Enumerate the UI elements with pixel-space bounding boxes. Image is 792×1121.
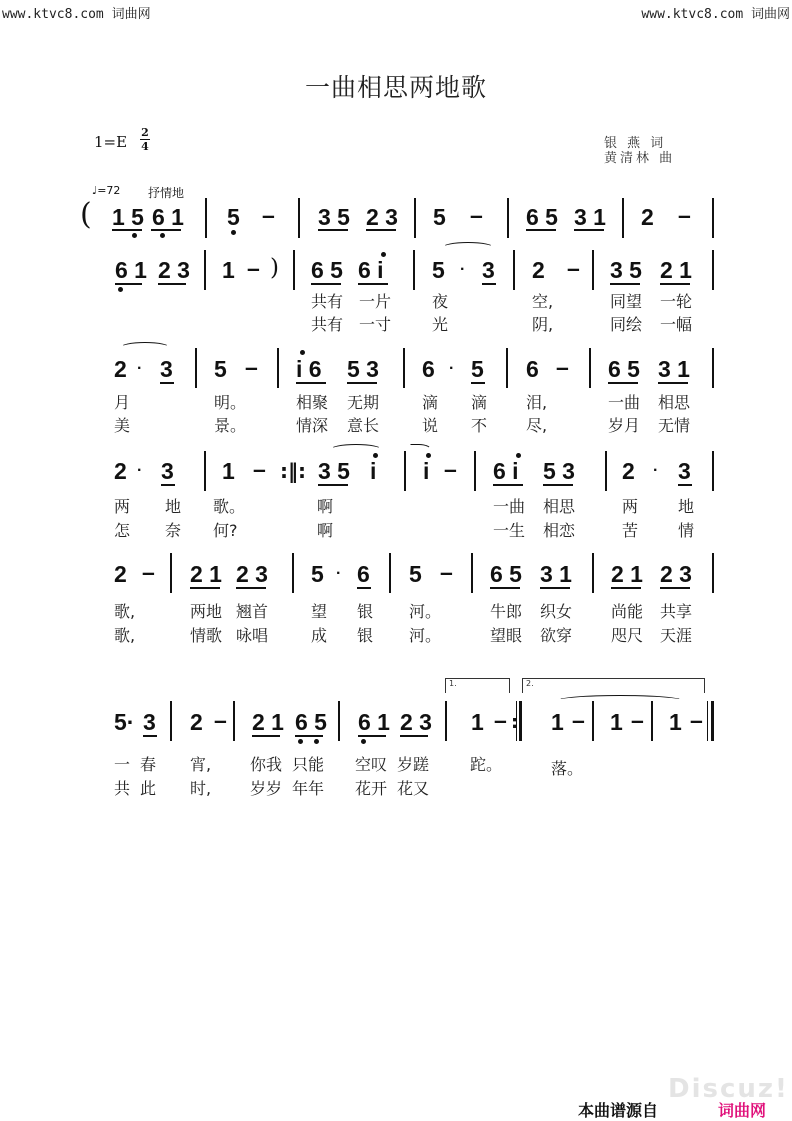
lyric: 一片 bbox=[359, 292, 392, 311]
lyric: 天涯 bbox=[660, 626, 693, 645]
lyric: 情 bbox=[678, 521, 695, 540]
dash: – bbox=[245, 354, 258, 380]
lyric: 望眼 bbox=[490, 626, 523, 645]
underline bbox=[358, 735, 386, 737]
note-group: 6 5 bbox=[526, 204, 558, 230]
slur bbox=[442, 242, 494, 253]
note-group: i 6 bbox=[296, 356, 322, 382]
low-dot bbox=[160, 233, 165, 238]
dash: – bbox=[556, 354, 569, 380]
dash: – bbox=[631, 707, 644, 733]
lyricist: 银 燕 词 bbox=[604, 136, 667, 151]
barline bbox=[170, 701, 172, 741]
underline bbox=[358, 283, 388, 285]
lyric: 同望 bbox=[610, 292, 643, 311]
note-group: 2 1 bbox=[190, 561, 222, 587]
barline bbox=[516, 701, 517, 741]
lyric: 河。 bbox=[409, 602, 442, 621]
tie bbox=[557, 695, 683, 706]
lyric: 只能 bbox=[292, 755, 325, 774]
lyric: 咏唱 bbox=[236, 626, 269, 645]
underline bbox=[112, 229, 142, 231]
lyric: 望 bbox=[311, 602, 328, 621]
underline bbox=[678, 484, 692, 486]
barline bbox=[592, 250, 594, 290]
barline bbox=[298, 198, 300, 238]
lyric: 成 bbox=[311, 626, 328, 645]
underline bbox=[318, 229, 348, 231]
time-signature bbox=[140, 127, 150, 152]
note-group: 2 1 bbox=[252, 709, 284, 735]
note: 3 bbox=[678, 458, 691, 484]
barline bbox=[622, 198, 624, 238]
underline bbox=[482, 283, 496, 285]
underline bbox=[357, 587, 371, 589]
note-group: 2 3 bbox=[236, 561, 268, 587]
note: 2 bbox=[190, 709, 203, 735]
lyric: 歌, bbox=[114, 626, 136, 645]
barline bbox=[592, 553, 594, 593]
repeat-sign: :‖: bbox=[280, 459, 306, 483]
underline bbox=[658, 382, 688, 384]
time-sig-top: 2 bbox=[141, 126, 149, 139]
dash: – bbox=[253, 456, 266, 482]
underline bbox=[608, 382, 638, 384]
underline bbox=[400, 735, 428, 737]
open-paren: ( bbox=[80, 197, 92, 232]
note-group: 3 1 bbox=[574, 204, 606, 230]
underline bbox=[143, 735, 157, 737]
lyric: 地 bbox=[678, 497, 695, 516]
barline bbox=[445, 701, 447, 741]
barline bbox=[712, 451, 714, 491]
lyric: 说 bbox=[422, 416, 439, 435]
underline bbox=[366, 229, 396, 231]
lyric: 一寸 bbox=[359, 315, 392, 334]
barline bbox=[277, 348, 279, 388]
lyric: 共有 bbox=[311, 315, 344, 334]
note: 1 bbox=[669, 709, 682, 735]
lyric: 共 bbox=[114, 779, 131, 798]
volta-2: 2. bbox=[522, 678, 705, 693]
lyric: 月 bbox=[114, 393, 131, 412]
barline bbox=[413, 250, 415, 290]
repeat-dots: : bbox=[511, 712, 519, 733]
lyric: 空, bbox=[532, 292, 554, 311]
underline bbox=[543, 484, 573, 486]
note: 5 bbox=[311, 561, 324, 587]
note-group: 2 3 bbox=[400, 709, 432, 735]
lyric: 一幅 bbox=[660, 315, 693, 334]
dash: – bbox=[247, 255, 260, 281]
barline bbox=[233, 701, 235, 741]
note-group: 6 i bbox=[493, 458, 519, 484]
note-group: 6 1 bbox=[152, 204, 184, 230]
lyric: 苦 bbox=[622, 521, 639, 540]
barline bbox=[712, 198, 714, 238]
note-group: 5 3 bbox=[347, 356, 379, 382]
lyric: 情深 bbox=[296, 416, 329, 435]
note: 2 bbox=[114, 458, 127, 484]
note: 6 bbox=[422, 356, 435, 382]
barline bbox=[589, 348, 591, 388]
dash: – bbox=[444, 456, 457, 482]
close-paren: ) bbox=[270, 255, 279, 281]
lyric: 怎 bbox=[114, 521, 131, 540]
note: 2 bbox=[622, 458, 635, 484]
underline bbox=[252, 735, 280, 737]
barline bbox=[195, 348, 197, 388]
lyric: 银 bbox=[357, 602, 374, 621]
lyric: 翘首 bbox=[236, 602, 269, 621]
note-group: 2 3 bbox=[660, 561, 692, 587]
underline bbox=[660, 587, 690, 589]
slur bbox=[120, 342, 170, 353]
underline bbox=[540, 587, 570, 589]
lyric: 牛郎 bbox=[490, 602, 523, 621]
barline bbox=[471, 553, 473, 593]
underline bbox=[611, 587, 641, 589]
lyric: 共享 bbox=[660, 602, 693, 621]
note: 1 bbox=[610, 709, 623, 735]
lyric: 银 bbox=[357, 626, 374, 645]
dot-extension: · bbox=[336, 565, 342, 582]
underline bbox=[296, 382, 326, 384]
barline bbox=[474, 451, 476, 491]
lyric: 两 bbox=[622, 497, 639, 516]
low-dot bbox=[118, 287, 123, 292]
barline bbox=[404, 451, 406, 491]
high-dot bbox=[381, 252, 386, 257]
barline bbox=[414, 198, 416, 238]
barline bbox=[170, 553, 172, 593]
credits bbox=[604, 136, 675, 166]
note: 5· bbox=[114, 709, 135, 735]
lyric: 啊 bbox=[317, 521, 334, 540]
lyric: 年年 bbox=[292, 779, 325, 798]
lyric: 意长 bbox=[347, 416, 380, 435]
underline bbox=[151, 229, 181, 231]
lyric: 此 bbox=[140, 779, 157, 798]
lyric: 光 bbox=[432, 315, 449, 334]
lyric: 两 bbox=[114, 497, 131, 516]
note: 3 bbox=[143, 709, 156, 735]
lyric: 织女 bbox=[540, 602, 573, 621]
underline bbox=[158, 283, 186, 285]
lyric: 景。 bbox=[214, 416, 247, 435]
expression-mark: 抒情地 bbox=[148, 186, 185, 200]
lyric: 一曲 bbox=[493, 497, 526, 516]
note: i bbox=[423, 458, 430, 484]
lyric: 岁蹉 bbox=[397, 755, 430, 774]
lyric: 一曲 bbox=[608, 393, 641, 412]
dash: – bbox=[214, 707, 227, 733]
dash: – bbox=[678, 202, 691, 228]
underline bbox=[295, 735, 323, 737]
lyric: 何? bbox=[213, 521, 238, 540]
lyric: 歌。 bbox=[213, 497, 246, 516]
dot-extension: · bbox=[460, 261, 466, 278]
note: 2 bbox=[641, 204, 654, 230]
discuz-watermark: Discuz! bbox=[668, 1074, 789, 1104]
lyric: 河。 bbox=[409, 626, 442, 645]
dash: – bbox=[567, 255, 580, 281]
high-dot bbox=[426, 453, 431, 458]
lyric: 地 bbox=[165, 497, 182, 516]
note: 2 bbox=[114, 561, 127, 587]
dot-extension: · bbox=[137, 360, 143, 377]
tempo-mark: ♩=72 bbox=[92, 184, 121, 197]
note-group: 3 5 bbox=[318, 204, 350, 230]
underline bbox=[161, 484, 175, 486]
low-dot bbox=[314, 739, 319, 744]
underline bbox=[660, 283, 690, 285]
note-group: 1 5 bbox=[112, 204, 144, 230]
lyric: 啊 bbox=[317, 497, 334, 516]
lyric: 尽, bbox=[526, 416, 548, 435]
note: 5 bbox=[409, 561, 422, 587]
note: 5 bbox=[432, 257, 445, 283]
lyric: 夜 bbox=[432, 292, 449, 311]
barline bbox=[712, 250, 714, 290]
underline bbox=[574, 229, 604, 231]
note-group: 6 i bbox=[358, 257, 384, 283]
low-dot bbox=[298, 739, 303, 744]
underline bbox=[236, 587, 266, 589]
lyric: 相恋 bbox=[543, 521, 576, 540]
barline bbox=[506, 348, 508, 388]
dash: – bbox=[440, 559, 453, 585]
note: 1 bbox=[222, 257, 235, 283]
note-group: 6 5 bbox=[295, 709, 327, 735]
note-group: 6 1 bbox=[358, 709, 390, 735]
lyric: 共有 bbox=[311, 292, 344, 311]
lyric: 奈 bbox=[165, 521, 182, 540]
barline bbox=[712, 348, 714, 388]
dot-extension: · bbox=[137, 462, 143, 479]
lyric: 空叹 bbox=[355, 755, 388, 774]
lyric: 宵, bbox=[190, 755, 212, 774]
lyric: 花开 bbox=[355, 779, 388, 798]
note: 6 bbox=[357, 561, 370, 587]
barline bbox=[592, 701, 594, 741]
note-group: 2 3 bbox=[366, 204, 398, 230]
note-group: 6 5 bbox=[490, 561, 522, 587]
note-group: 2 3 bbox=[158, 257, 190, 283]
underline bbox=[493, 484, 523, 486]
note: 2 bbox=[114, 356, 127, 382]
note-group: 6 5 bbox=[311, 257, 343, 283]
lyric: 跎。 bbox=[470, 755, 503, 774]
lyric: 阴, bbox=[532, 315, 554, 334]
underline bbox=[471, 382, 485, 384]
dot-extension: · bbox=[449, 360, 455, 377]
page-title: 一曲相思两地歌 bbox=[304, 73, 487, 102]
note-group: 3 5 bbox=[318, 458, 350, 484]
note-group: 5 3 bbox=[543, 458, 575, 484]
dash: – bbox=[572, 707, 585, 733]
time-sig-bottom: 4 bbox=[141, 140, 149, 153]
dash: – bbox=[494, 707, 507, 733]
underline bbox=[347, 382, 377, 384]
note: 5 bbox=[471, 356, 484, 382]
underline bbox=[526, 229, 556, 231]
barline bbox=[204, 451, 206, 491]
underline bbox=[490, 587, 520, 589]
high-dot bbox=[373, 453, 378, 458]
barline bbox=[403, 348, 405, 388]
note: 5 bbox=[433, 204, 446, 230]
barline bbox=[507, 198, 509, 238]
note: 6 bbox=[526, 356, 539, 382]
dot-extension: · bbox=[653, 462, 659, 479]
note-group: 3 1 bbox=[540, 561, 572, 587]
note: 1 bbox=[222, 458, 235, 484]
note: 1 bbox=[551, 709, 564, 735]
low-dot bbox=[361, 739, 366, 744]
lyric: 一生 bbox=[493, 521, 526, 540]
lyric: 歌, bbox=[114, 602, 136, 621]
note-group: 2 1 bbox=[660, 257, 692, 283]
note: 1 bbox=[471, 709, 484, 735]
barline bbox=[338, 701, 340, 741]
underline bbox=[311, 283, 341, 285]
barline bbox=[205, 198, 207, 238]
underline bbox=[610, 283, 640, 285]
note: 5 bbox=[214, 356, 227, 382]
barline bbox=[712, 553, 714, 593]
lyric: 春 bbox=[140, 755, 157, 774]
lyric: 相聚 bbox=[296, 393, 329, 412]
note-group: 3 1 bbox=[658, 356, 690, 382]
low-dot bbox=[132, 233, 137, 238]
lyric: 同绘 bbox=[610, 315, 643, 334]
lyric: 两地 bbox=[190, 602, 223, 621]
lyric: 无期 bbox=[347, 393, 380, 412]
note: i bbox=[370, 458, 377, 484]
final-barline bbox=[711, 701, 714, 741]
barline bbox=[707, 701, 708, 741]
barline bbox=[204, 250, 206, 290]
lyric: 明。 bbox=[214, 393, 247, 412]
lyric: 花又 bbox=[397, 779, 430, 798]
lyric: 滴 bbox=[471, 393, 488, 412]
lyric: 无情 bbox=[658, 416, 691, 435]
lyric: 咫尺 bbox=[611, 626, 644, 645]
lyric: 相思 bbox=[543, 497, 576, 516]
note-group: 3 5 bbox=[610, 257, 642, 283]
barline bbox=[605, 451, 607, 491]
lyric: 你我 bbox=[250, 755, 283, 774]
lyric: 时, bbox=[190, 779, 212, 798]
lyric: 情歌 bbox=[190, 626, 223, 645]
note: 3 bbox=[482, 257, 495, 283]
dash: – bbox=[470, 202, 483, 228]
underline bbox=[318, 484, 348, 486]
low-dot bbox=[231, 230, 236, 235]
key-signature: 1=E bbox=[94, 133, 128, 151]
lyric: 不 bbox=[471, 416, 488, 435]
watermark-right: www.ktvc8.com 词曲网 bbox=[641, 7, 790, 22]
barline bbox=[292, 553, 294, 593]
barline bbox=[513, 250, 515, 290]
note-group: 2 1 bbox=[611, 561, 643, 587]
lyric: 相思 bbox=[658, 393, 691, 412]
high-dot bbox=[300, 350, 305, 355]
lyric: 美 bbox=[114, 416, 131, 435]
dash: – bbox=[690, 707, 703, 733]
source-label: 本曲谱源自 bbox=[578, 1101, 659, 1120]
underline bbox=[160, 382, 174, 384]
lyric: 落。 bbox=[551, 759, 584, 778]
lyric: 欲穿 bbox=[540, 626, 573, 645]
lyric: 岁月 bbox=[608, 416, 641, 435]
underline bbox=[190, 587, 220, 589]
note-group: 6 1 bbox=[115, 257, 147, 283]
composer: 黄清林 曲 bbox=[604, 151, 676, 166]
note: 2 bbox=[532, 257, 545, 283]
watermark-left: www.ktvc8.com 词曲网 bbox=[2, 7, 151, 22]
dash: – bbox=[142, 559, 155, 585]
note: 3 bbox=[161, 458, 174, 484]
barline bbox=[389, 553, 391, 593]
lyric: 岁岁 bbox=[250, 779, 283, 798]
note: 3 bbox=[160, 356, 173, 382]
note-group: 6 5 bbox=[608, 356, 640, 382]
underline bbox=[115, 283, 142, 285]
barline bbox=[293, 250, 295, 290]
volta-1: 1. bbox=[445, 678, 510, 693]
note: 5 bbox=[227, 204, 240, 230]
lyric: 一 bbox=[114, 755, 131, 774]
high-dot bbox=[516, 453, 521, 458]
end-repeat-barline bbox=[519, 701, 522, 741]
barline bbox=[651, 701, 653, 741]
lyric: 泪, bbox=[526, 393, 548, 412]
dash: – bbox=[262, 202, 275, 228]
lyric: 尚能 bbox=[611, 602, 644, 621]
lyric: 滴 bbox=[422, 393, 439, 412]
lyric: 一轮 bbox=[660, 292, 693, 311]
site-link[interactable]: 词曲网 bbox=[718, 1101, 767, 1120]
